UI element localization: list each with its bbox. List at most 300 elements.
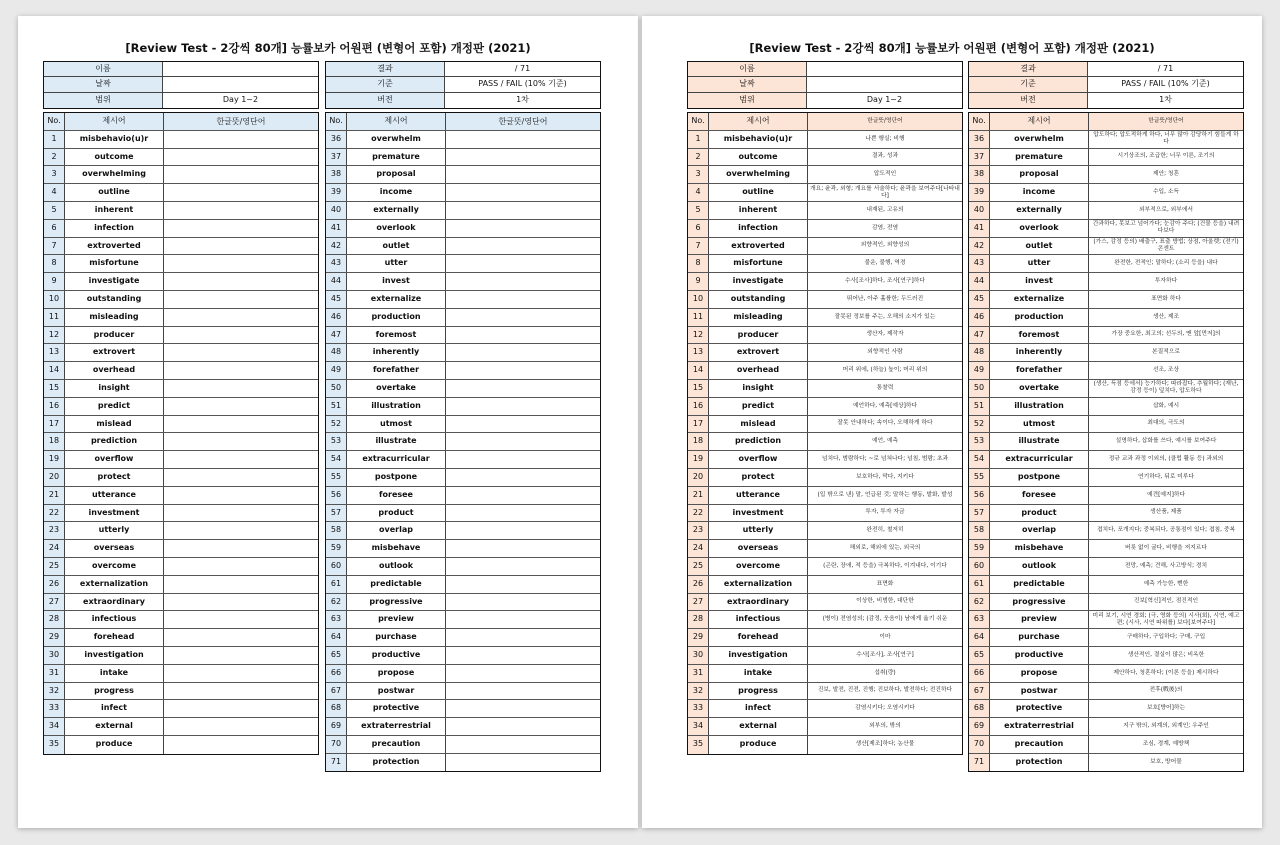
table-row (44, 380, 318, 398)
vocab-word: outlook (347, 558, 446, 575)
header-no: No. (326, 113, 347, 130)
vocab-word: inherently (990, 344, 1089, 361)
date-value (807, 77, 962, 91)
row-number: 14 (44, 362, 65, 379)
table-row (326, 700, 600, 718)
table-row (44, 149, 318, 167)
vocab-meaning: 압도하다; 압도적하게 하다, 너무 많아 감당하기 힘들게 하다 (1093, 132, 1239, 146)
table-row (326, 166, 600, 184)
answer-blank (164, 700, 318, 717)
table-row (688, 558, 962, 576)
table-row (326, 433, 600, 451)
row-number: 14 (688, 362, 709, 379)
row-number: 61 (326, 576, 347, 593)
vocab-meaning: 미리 보기, 시연 경회; (극, 영화 등의) 시사(회), 시연, 예고편; (시사, 시연 따위를) 보다[보여주다] (1092, 612, 1240, 626)
answer-blank (446, 469, 600, 486)
row-number: 51 (326, 398, 347, 415)
row-number: 69 (326, 718, 347, 735)
vocab-word: outlook (990, 558, 1089, 575)
vocab-word: misbehave (990, 540, 1089, 557)
row-number: 60 (969, 558, 990, 575)
table-row (326, 522, 600, 540)
vocab-word: progress (709, 683, 808, 700)
vocab-meaning: 예언, 예측 (871, 438, 899, 445)
answer-blank (164, 487, 318, 504)
answer-blank (164, 629, 318, 646)
answer-blank (446, 131, 600, 148)
vocab-word: extracurricular (990, 451, 1089, 468)
table-row (969, 380, 1243, 398)
table-row (326, 576, 600, 594)
table-row (688, 647, 962, 665)
answer-blank (164, 149, 318, 166)
table-row (44, 558, 318, 576)
vocab-meaning: 넘치다, 범람하다; ~로 넘쳐나다; 넘침, 범람; 초과 (821, 456, 949, 463)
header-meaning: 한글뜻/영단어 (164, 113, 318, 130)
table-row (326, 629, 600, 647)
header-no: No. (969, 113, 990, 130)
row-number: 56 (326, 487, 347, 504)
row-number: 28 (688, 611, 709, 628)
vocab-meaning: 생산적인, 결실이 많은; 비옥한 (1127, 651, 1205, 658)
table-row (688, 273, 962, 291)
row-number: 7 (44, 238, 65, 255)
table-row (44, 487, 318, 505)
vocab-meaning: 불운, 불행, 역경 (864, 260, 906, 267)
table-row (44, 309, 318, 327)
table-row (44, 700, 318, 718)
row-number: 49 (326, 362, 347, 379)
row-number: 8 (44, 255, 65, 272)
table-row (688, 736, 962, 754)
table-row (688, 505, 962, 523)
vocab-meaning: 제안; 청혼 (1152, 171, 1180, 178)
row-number: 66 (326, 665, 347, 682)
info-table-right (325, 61, 601, 109)
row-number: 15 (688, 380, 709, 397)
vocab-meaning: 보호하다, 막다, 지키다 (856, 473, 914, 480)
criteria-label: 기준 (969, 77, 1088, 91)
row-number: 57 (326, 505, 347, 522)
row-number: 38 (969, 166, 990, 183)
table-row (44, 202, 318, 220)
table-row (688, 362, 962, 380)
worksheet-page-answer (642, 16, 1262, 828)
row-number: 16 (44, 398, 65, 415)
row-number: 1 (44, 131, 65, 148)
row-number: 43 (326, 255, 347, 272)
table-row (688, 433, 962, 451)
vocab-meaning: 진보[혁신]적인, 점진적인 (1133, 598, 1199, 605)
table-row (969, 416, 1243, 434)
row-number: 27 (44, 594, 65, 611)
vocab-word: productive (990, 647, 1089, 664)
date-label: 날짜 (688, 77, 807, 91)
row-number: 21 (688, 487, 709, 504)
vocab-meaning: 수사[조사]하다, 조사[연구]하다 (845, 278, 925, 285)
vocab-word: overcome (65, 558, 164, 575)
table-row (44, 594, 318, 612)
header-no: No. (688, 113, 709, 130)
row-number: 35 (44, 736, 65, 754)
table-row (326, 611, 600, 629)
vocab-meaning: 표면화 (876, 580, 894, 587)
vocab-meaning: 예견[예지]하다 (1146, 491, 1186, 498)
row-number: 64 (326, 629, 347, 646)
row-number: 57 (969, 505, 990, 522)
header-meaning: 한글뜻/영단어 (1089, 113, 1243, 130)
vocab-meaning: 연기하다, 뒤로 미루다 (1138, 473, 1194, 480)
table-row (326, 362, 600, 380)
vocab-meaning: 겹치다, 포개지다; 중복되다, 공통점이 있다; 겹침, 중복 (1096, 527, 1236, 534)
table-row (44, 220, 318, 238)
table-row (688, 380, 962, 398)
vocab-meaning: 외향적인, 외향성의 (860, 242, 910, 249)
table-row (44, 362, 318, 380)
vocab-meaning: 통찰력 (876, 384, 894, 391)
answer-blank (164, 647, 318, 664)
row-number: 42 (326, 238, 347, 255)
vocab-word: outline (709, 184, 808, 201)
vocab-word: intake (709, 665, 808, 682)
answer-blank (446, 718, 600, 735)
vocab-word: overwhelming (709, 166, 808, 183)
vocab-table (43, 112, 319, 755)
table-row (326, 327, 600, 345)
table-row (688, 202, 962, 220)
vocab-word: producer (709, 327, 808, 344)
vocab-word: preview (347, 611, 446, 628)
answer-blank (446, 522, 600, 539)
table-row (969, 149, 1243, 167)
answer-blank (446, 594, 600, 611)
row-number: 62 (969, 594, 990, 611)
vocab-meaning: (병이) 전염성의; (감정, 웃음이) 남에게 옮기 쉬운 (822, 616, 948, 623)
row-number: 9 (44, 273, 65, 290)
vocab-word: externally (990, 202, 1089, 219)
row-number: 70 (326, 736, 347, 753)
vocab-meaning: 투자, 투자 자금 (865, 509, 905, 516)
header-word: 제시어 (709, 113, 808, 130)
table-row (44, 184, 318, 202)
table-row (326, 647, 600, 665)
row-number: 59 (969, 540, 990, 557)
table-row (44, 683, 318, 701)
vocab-meaning: 예측 가능한, 뻔한 (1143, 580, 1189, 587)
worksheet-page-question (18, 16, 638, 828)
table-row (44, 522, 318, 540)
vocab-word: misfortune (709, 255, 808, 272)
table-row (326, 736, 600, 754)
page-title: [Review Test - 2강씩 80개] 능률보카 어원편 (변형어 포함) 개정판 (2021) (749, 41, 1155, 55)
range-label: 범위 (688, 93, 807, 108)
table-row (326, 255, 600, 273)
answer-blank (164, 718, 318, 735)
table-row (326, 683, 600, 701)
row-number: 23 (688, 522, 709, 539)
row-number: 8 (688, 255, 709, 272)
vocab-meaning: 수입, 소득 (1152, 189, 1180, 196)
vocab-meaning: 가장 중요한, 최고의; 선두의, 맨 앞[먼저]의 (1111, 331, 1221, 338)
vocab-word: inherently (347, 344, 446, 361)
vocab-word: preview (990, 611, 1089, 628)
row-number: 4 (44, 184, 65, 201)
vocab-word: extrovert (709, 344, 808, 361)
row-number: 20 (44, 469, 65, 486)
vocab-meaning: 수사[조사], 조사[연구] (856, 651, 914, 658)
table-row (326, 273, 600, 291)
answer-blank (446, 611, 600, 628)
answer-blank (446, 558, 600, 575)
vocab-meaning: 설명하다, 삽화를 쓰다, 예시를 보여주다 (1115, 438, 1217, 445)
vocab-meaning: 이마 (879, 634, 891, 640)
answer-blank (446, 380, 600, 397)
table-row (969, 184, 1243, 202)
row-number: 26 (688, 576, 709, 593)
vocab-meaning: 개요; 윤곽, 외형; 개요를 서술하다; 윤곽을 보여주다[나타내다] (810, 185, 960, 199)
table-row (969, 469, 1243, 487)
vocab-word: overcome (709, 558, 808, 575)
result-value: / 71 (1157, 64, 1174, 73)
answer-blank (164, 362, 318, 379)
vocab-word: outcome (709, 149, 808, 166)
vocab-meaning: 최대의, 극도의 (1147, 420, 1185, 427)
answer-blank (164, 255, 318, 272)
vocab-meaning: 잘못 안내하다; 속이다, 오해하게 하다 (837, 420, 933, 427)
vocab-word: overwhelm (347, 131, 446, 148)
table-row (44, 273, 318, 291)
row-number: 70 (969, 736, 990, 753)
row-number: 43 (969, 255, 990, 272)
row-number: 50 (326, 380, 347, 397)
table-row (969, 718, 1243, 736)
table-row (969, 700, 1243, 718)
table-row (326, 309, 600, 327)
vocab-word: produce (709, 736, 808, 754)
table-row (688, 327, 962, 345)
info-row (44, 77, 318, 92)
row-number: 2 (44, 149, 65, 166)
table-row (688, 255, 962, 273)
vocab-word: overwhelming (65, 166, 164, 183)
criteria-value: PASS / FAIL (10% 기준) (1121, 79, 1210, 89)
table-row (969, 629, 1243, 647)
vocab-word: outstanding (65, 291, 164, 308)
name-label: 이름 (44, 62, 163, 76)
row-number: 68 (326, 700, 347, 717)
vocab-word: propose (990, 665, 1089, 682)
table-row (688, 291, 962, 309)
table-row (969, 238, 1243, 256)
answer-blank (446, 665, 600, 682)
answer-blank (164, 433, 318, 450)
row-number: 12 (688, 327, 709, 344)
vocab-word: extracurricular (347, 451, 446, 468)
version-value: 1차 (516, 94, 529, 104)
table-header (44, 113, 318, 131)
vocab-meaning: 조심, 경계, 예방책 (1142, 740, 1190, 747)
table-header (969, 113, 1243, 131)
row-number: 25 (44, 558, 65, 575)
row-number: 65 (969, 647, 990, 664)
criteria-label: 기준 (326, 77, 445, 91)
vocab-word: outlet (347, 238, 446, 255)
row-number: 17 (44, 416, 65, 433)
vocab-word: utmost (347, 416, 446, 433)
version-label: 버전 (326, 93, 445, 108)
table-row (969, 611, 1243, 629)
vocab-word: progress (65, 683, 164, 700)
row-number: 30 (44, 647, 65, 664)
row-number: 47 (326, 327, 347, 344)
vocab-word: illustration (990, 398, 1089, 415)
vocab-word: forefather (990, 362, 1089, 379)
row-number: 34 (44, 718, 65, 735)
row-number: 34 (688, 718, 709, 735)
vocab-word: overflow (709, 451, 808, 468)
answer-blank (164, 416, 318, 433)
vocab-word: precaution (990, 736, 1089, 753)
vocab-word: misbehavio(u)r (709, 131, 808, 148)
table-row (44, 611, 318, 629)
table-row (969, 433, 1243, 451)
table-row (969, 327, 1243, 345)
answer-blank (164, 683, 318, 700)
table-row (688, 469, 962, 487)
row-number: 66 (969, 665, 990, 682)
vocab-word: utter (347, 255, 446, 272)
vocab-word: misbehavio(u)r (65, 131, 164, 148)
table-row (326, 594, 600, 612)
vocab-word: prediction (709, 433, 808, 450)
vocab-word: forehead (65, 629, 164, 646)
vocab-word: production (990, 309, 1089, 326)
answer-blank (446, 487, 600, 504)
row-number: 59 (326, 540, 347, 557)
row-number: 39 (326, 184, 347, 201)
vocab-word: externalize (347, 291, 446, 308)
vocab-word: utter (990, 255, 1089, 272)
answer-blank (446, 629, 600, 646)
table-row (44, 718, 318, 736)
row-number: 71 (326, 754, 347, 772)
vocab-word: external (65, 718, 164, 735)
row-number: 18 (44, 433, 65, 450)
vocab-meaning: (생산, 득점 등에서) 능가하다; 따라잡다, 추월하다; (재난, 감정 등이) 덮치다, 압도하다 (1093, 381, 1239, 395)
table-row (688, 451, 962, 469)
vocab-word: overlook (347, 220, 446, 237)
vocab-word: protection (990, 754, 1089, 772)
answer-blank (446, 255, 600, 272)
vocab-word: extrovert (65, 344, 164, 361)
row-number: 61 (969, 576, 990, 593)
row-number: 17 (688, 416, 709, 433)
vocab-meaning: 투자하다 (1154, 278, 1178, 285)
vocab-word: purchase (347, 629, 446, 646)
vocab-meaning: 나쁜 행실; 비행 (865, 135, 905, 142)
range-label: 범위 (44, 93, 163, 108)
vocab-word: mislead (65, 416, 164, 433)
result-value: / 71 (514, 64, 531, 73)
vocab-table (968, 112, 1244, 772)
vocab-word: postwar (347, 683, 446, 700)
table-row (326, 202, 600, 220)
answer-blank (164, 540, 318, 557)
answer-blank (164, 309, 318, 326)
row-number: 53 (326, 433, 347, 450)
table-row (969, 398, 1243, 416)
name-value (807, 62, 962, 76)
info-row (688, 62, 962, 77)
vocab-word: investigate (65, 273, 164, 290)
table-row (326, 380, 600, 398)
answer-blank (164, 131, 318, 148)
answer-blank (446, 362, 600, 379)
vocab-word: foremost (347, 327, 446, 344)
row-number: 1 (688, 131, 709, 148)
vocab-word: precaution (347, 736, 446, 753)
name-value (163, 62, 318, 76)
vocab-word: foresee (990, 487, 1089, 504)
table-row (969, 309, 1243, 327)
table-row (969, 540, 1243, 558)
row-number: 30 (688, 647, 709, 664)
info-row (688, 77, 962, 92)
table-row (44, 166, 318, 184)
table-row (326, 344, 600, 362)
vocab-word: mislead (709, 416, 808, 433)
row-number: 55 (326, 469, 347, 486)
answer-blank (446, 398, 600, 415)
vocab-word: postpone (990, 469, 1089, 486)
table-row (326, 238, 600, 256)
table-row (688, 594, 962, 612)
vocab-word: infection (65, 220, 164, 237)
row-number: 48 (326, 344, 347, 361)
answer-blank (164, 469, 318, 486)
vocab-meaning: 생산품, 제품 (1150, 509, 1182, 516)
row-number: 60 (326, 558, 347, 575)
table-row (688, 665, 962, 683)
table-row (326, 469, 600, 487)
vocab-meaning: 섭취(량) (874, 669, 896, 676)
info-row (44, 93, 318, 108)
row-number: 24 (688, 540, 709, 557)
table-row (688, 131, 962, 149)
table-row (44, 629, 318, 647)
vocab-word: external (709, 718, 808, 735)
row-number: 18 (688, 433, 709, 450)
row-number: 36 (969, 131, 990, 148)
table-row (688, 238, 962, 256)
row-number: 63 (969, 611, 990, 628)
vocab-word: productive (347, 647, 446, 664)
vocab-word: overhead (65, 362, 164, 379)
table-row (44, 131, 318, 149)
answer-blank (446, 540, 600, 557)
answer-blank (446, 736, 600, 753)
table-row (969, 558, 1243, 576)
vocab-meaning: (곤란, 장애, 적 등을) 극복하다, 이겨내다, 이기다 (823, 562, 947, 569)
row-number: 58 (969, 522, 990, 539)
row-number: 28 (44, 611, 65, 628)
answer-blank (446, 166, 600, 183)
answer-blank (446, 647, 600, 664)
row-number: 56 (969, 487, 990, 504)
vocab-word: investment (65, 505, 164, 522)
row-number: 42 (969, 238, 990, 255)
date-label: 날짜 (44, 77, 163, 91)
